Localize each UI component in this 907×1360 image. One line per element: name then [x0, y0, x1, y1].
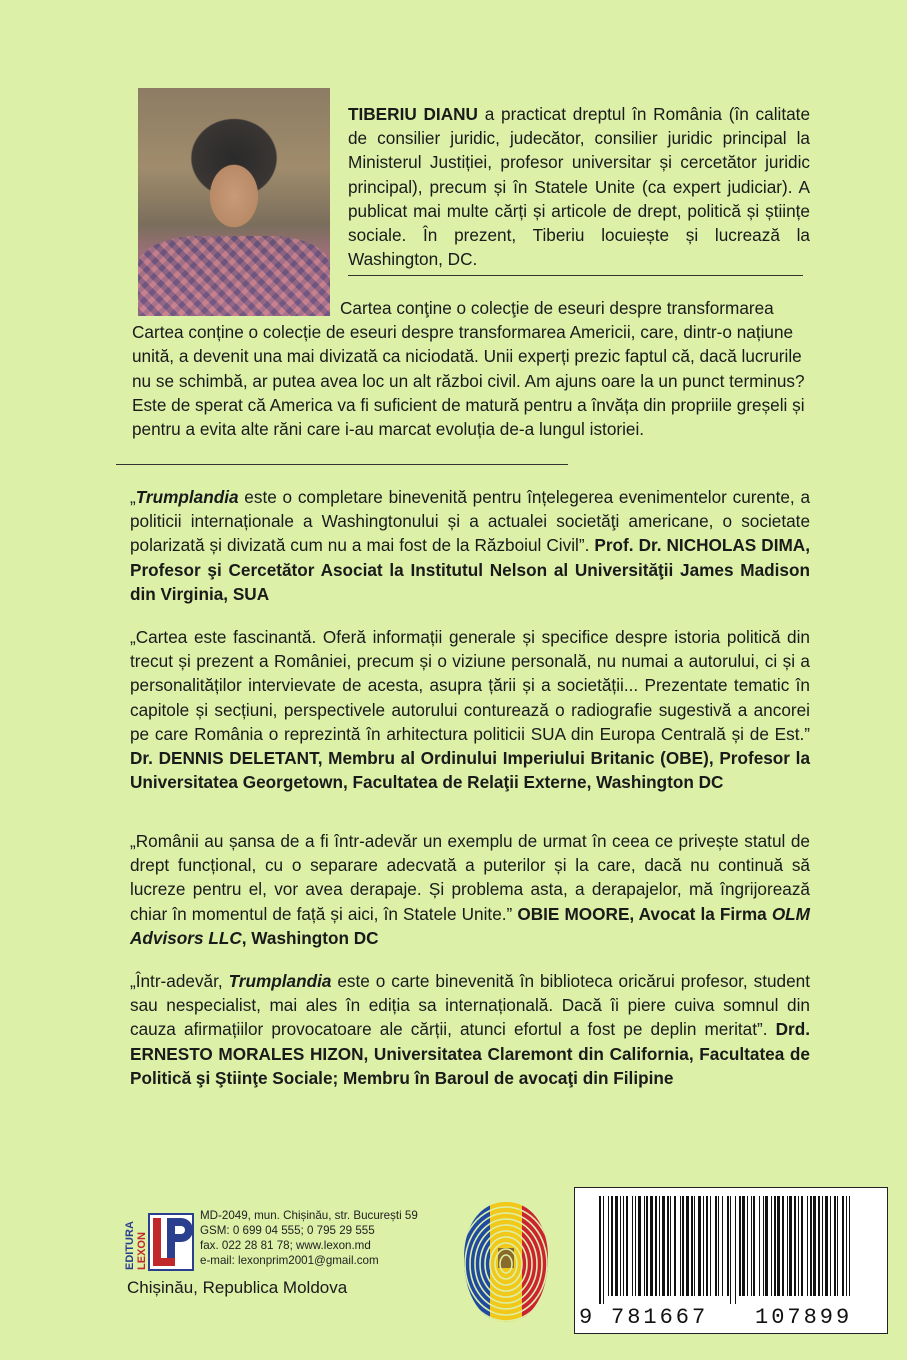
publisher-city: Chișinău, Republica Moldova — [127, 1278, 348, 1297]
barcode-bar — [830, 1196, 831, 1296]
author-photo — [138, 88, 330, 316]
barcode-bar — [650, 1196, 653, 1296]
barcode-bar — [655, 1196, 657, 1296]
barcode-bar — [635, 1196, 636, 1296]
barcode-bar — [774, 1196, 776, 1296]
barcode-bar — [782, 1196, 784, 1296]
barcode-bar — [611, 1196, 613, 1296]
barcode-bar — [599, 1196, 601, 1308]
review-text: este o carte binevenită în biblioteca oricărui profesor, student sau nespecialist, mai ales în ediția sa internațională. Dacă îi piere cuiva somnul din cauza afirmațiilor provocatoare ale cărții, atunci efortul a fost pe deplin meritat”. — [130, 971, 810, 1040]
barcode-bar — [765, 1196, 768, 1296]
publisher-logo — [122, 1204, 194, 1272]
barcode-bar — [753, 1196, 755, 1296]
barcode-bar — [638, 1196, 641, 1296]
quote-open: „Într-adevăr, — [130, 971, 229, 991]
review-dima — [130, 485, 810, 606]
publisher-phone: GSM: 0 699 04 555; 0 795 29 555 — [200, 1224, 375, 1237]
review-text: „Românii au șansa de a fi într-adevăr un exemplu de urmat în ceea ce privește statul de drept funcțional, cu o separare adecvată a puterilor și la care, dacă nu continuă să lucreze pentru el, vor avea derapaje. Și problema asta, a derapajelor, mă îngrijorează chiar în momentul de față și aici, în Statele Unite.” — [130, 831, 810, 924]
barcode-bar — [771, 1196, 772, 1296]
barcode-bar — [715, 1196, 717, 1296]
description-first-line: Cartea conţine o colecţie de eseuri despre transformarea — [340, 298, 774, 318]
barcode-bar — [703, 1196, 704, 1296]
svg-text:EDITURA: EDITURA — [124, 1221, 136, 1270]
barcode-bar — [801, 1196, 803, 1296]
barcode-bar — [710, 1196, 711, 1296]
review-attribution: Prof. Dr. NICHOLAS DIMA, Profesor şi Cercetător Asociat la Institutul Nelson al Universităţii James Madison din Virginia, SUA — [130, 535, 810, 604]
barcode-bar — [794, 1196, 796, 1296]
barcode-bar — [662, 1196, 665, 1296]
barcode-bar — [644, 1196, 645, 1296]
isbn-barcode — [574, 1187, 888, 1334]
barcode-bar — [722, 1196, 723, 1296]
svg-text:LEXON: LEXON — [136, 1232, 148, 1270]
divider-bio — [348, 275, 803, 276]
publisher-contact — [200, 1208, 470, 1268]
barcode-bar — [834, 1196, 836, 1296]
barcode-bar — [822, 1196, 823, 1296]
review-text: „Cartea este fascinantă. Oferă informații generale și specifice despre istoria politică din trecut și prezent a României, precum și o viziune personală, nu numai a autorului, ci și a personalităților intervievate de acesta, asupra țării și a societății... Prezentate tematic în capitole și secțiuni, perspectivele autorului conturează o radiografie sugestivă a ancorei pe care România o reprezintă în arhitectura politicii SUA din Europa Centrală și de Est.” — [130, 627, 810, 744]
review-hizon — [130, 969, 810, 1090]
isbn-group-1: 781667 — [611, 1305, 709, 1330]
barcode-bar — [747, 1196, 748, 1296]
author-name: TIBERIU DIANU — [348, 104, 478, 124]
review-attribution: Dr. DENNIS DELETANT, Membru al Ordinului Imperiului Britanic (OBE), Profesor la Universitatea Georgetown, Facultatea de Relaţii Externe, Washington DC — [130, 748, 810, 793]
review-attribution: Drd. ERNESTO MORALES HIZON, Universitatea Claremont din California, Facultatea de Politică şi Ştiinţe Sociale; Membru în Baroul de avocaţi din Filipine — [130, 1019, 810, 1088]
publisher-fax: fax. 022 28 81 78; www.lexon.md — [200, 1239, 371, 1252]
barcode-bar — [849, 1196, 850, 1296]
barcode-bar — [694, 1196, 695, 1296]
barcode-bar — [615, 1196, 618, 1296]
fingerprint-flag-icon — [458, 1198, 554, 1326]
barcode-bar — [706, 1196, 708, 1296]
barcode-bar — [674, 1196, 676, 1296]
barcode-bar — [646, 1196, 648, 1296]
isbn-digit-prefix: 9 — [579, 1305, 593, 1330]
review-moore — [130, 829, 810, 950]
barcode-bar — [659, 1196, 660, 1296]
book-title: Trumplandia — [228, 971, 332, 991]
barcode-bar — [751, 1196, 752, 1296]
isbn-number — [575, 1304, 887, 1330]
barcode-bar — [777, 1196, 780, 1296]
author-bio — [348, 102, 810, 271]
barcode-bar — [603, 1196, 604, 1308]
review-deletant — [130, 625, 810, 794]
barcode-bar — [623, 1196, 624, 1296]
barcode-bar — [846, 1196, 847, 1296]
barcode-bar — [807, 1196, 808, 1296]
barcode-bar — [742, 1196, 745, 1296]
barcode-bar — [789, 1196, 792, 1296]
barcode-bar — [818, 1196, 820, 1296]
barcode-bar — [626, 1196, 628, 1296]
barcode-bar — [810, 1196, 812, 1296]
barcode-bar — [837, 1196, 838, 1296]
barcode-bar — [798, 1196, 799, 1296]
barcode-bar — [667, 1196, 669, 1296]
barcode-bar — [763, 1196, 764, 1296]
barcode-bar — [686, 1196, 689, 1296]
book-title: Trumplandia — [135, 487, 239, 507]
review-attribution: OBIE MOORE, Avocat la Firma OLM Advisors LLC, Washington DC — [130, 903, 810, 948]
review-text: este o completare binevenită pentru înțelegerea evenimentelor curente, a politicii internaționale a Washingtonului și a actualei societăţi americane, o societate polarizată și divizată cum nu a mai fost de la Războiul Civil”. — [130, 487, 810, 556]
barcode-bar — [608, 1196, 609, 1296]
barcode-bar — [632, 1196, 633, 1296]
barcode-bar — [739, 1196, 741, 1296]
barcode-bar — [825, 1196, 828, 1296]
barcode-bar — [718, 1196, 719, 1296]
barcode-bar — [620, 1196, 621, 1296]
barcode-bar — [730, 1196, 731, 1308]
barcode-bar — [698, 1196, 701, 1296]
barcode-bar — [727, 1196, 729, 1296]
barcode-bar — [842, 1196, 844, 1296]
barcode-bar — [670, 1196, 671, 1296]
divider-description — [116, 464, 568, 465]
barcode-bar — [759, 1196, 760, 1296]
barcode-bar — [691, 1196, 693, 1296]
author-bio-text: a practicat dreptul în România (în calitate de consilier juridic, judecător, consilier juridic principal la Ministerul Justiției, profesor universitar și cercetător juridic principal), precum și în Statele Unite (ca expert judiciar). A publicat mai multe cărți și articole de drept, politică și științe sociale. În prezent, Tiberiu locuiește și lucrează la Washington, DC. — [348, 104, 810, 270]
quote-open: „ — [130, 487, 136, 507]
book-description — [132, 296, 812, 441]
barcode-bar — [680, 1196, 681, 1296]
barcode-bar — [682, 1196, 684, 1296]
publisher-address: MD-2049, mun. Chișinău, str. București 59 — [200, 1209, 418, 1222]
description-body: Cartea conține o colecție de eseuri despre transformarea Americii, care, dintr-o națiune unită, a devenit una mai divizată ca niciodată. Unii experți prezic faptul că, dacă lucrurile nu se schimbă, ar putea avea loc un alt război civil. Am ajuns oare la un punct terminus? Este de sperat că America va fi suficient de matură pentru a învăța din propriile greșeli și pentru a evita alte răni care i-au marcat evoluția de-a lungul istoriei. — [132, 322, 805, 440]
barcode-bar — [813, 1196, 816, 1296]
barcode-bar — [735, 1196, 736, 1308]
publisher-email: e-mail: lexonprim2001@gmail.com — [200, 1254, 379, 1267]
barcode-bar — [787, 1196, 788, 1296]
isbn-group-2: 107899 — [755, 1305, 853, 1330]
